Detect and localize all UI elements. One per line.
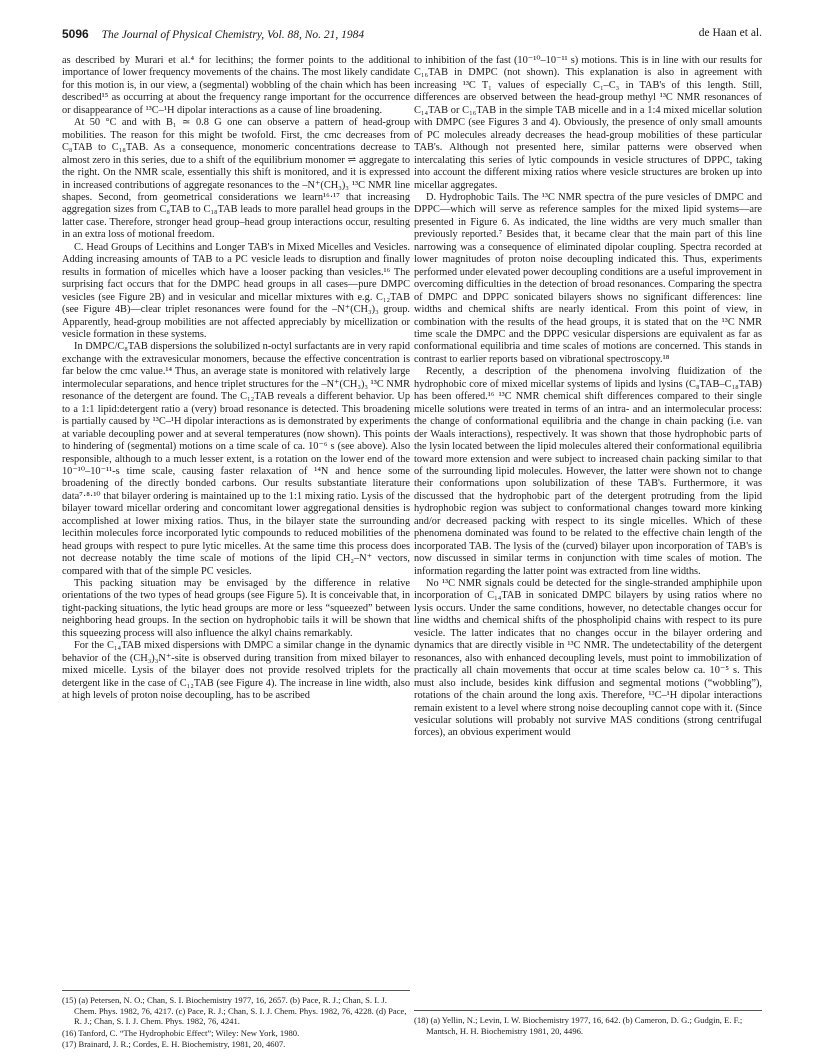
paragraph: C. Head Groups of Lecithins and Longer TAB's in Mixed Micelles and Vesicles. Adding increasing amounts of TAB to a PC vesicle leads to disruption and finally results in formation of micelles which have a looser packing than vesicles.¹⁶ The surprising fact occurs that for the DMPC head groups in all cases—pure DMPC vesicles (see Figure 2B) and in vesicular and micellar mixtures with e.g. C₁₂TAB (see Figure 4B)—clear triplet resonances were found for the –N⁺(CH₃)₃ group. Apparently, head-group mobilities are not affected appreciably by micellization or vesicle formation in these systems.	[62, 241, 410, 340]
footnote: (15) (a) Petersen, N. O.; Chan, S. I. Biochemistry 1977, 16, 2657. (b) Pace, R. J.; Chan, S. I. J. Chem. Phys. 1982, 76, 4217. (c) Pace, R. J.; Chan, S. I. J. Chem. Phys. 1982, 76, 4228. (d) Pace, R. J.; Chan, S. I. J. Chem. Phys. 1982, 76, 4241.	[62, 995, 407, 1027]
running-authors: de Haan et al.	[698, 27, 762, 39]
footnote: (18) (a) Yellin, N.; Levin, I. W. Biochemistry 1977, 16, 642. (b) Cameron, D. G.; Gudgin, E. F.; Mantsch, H. H. Biochemistry 1981, 20, 4496.	[414, 1015, 743, 1036]
right-column	[414, 55, 762, 740]
left-column	[62, 55, 410, 703]
paragraph: For the C₁₄TAB mixed dispersions with DMPC a similar change in the dynamic behavior of the (CH₃)₃N⁺-site is observed during transition from mixed bilayer to mixed micelle. Lysis of the bilayer does not provide resolved triplets for the detergent like in the case of C₁₂TAB (see Figure 4). The increase in line width, also at high levels of proton noise decoupling, has to be ascribed	[62, 640, 410, 702]
running-header	[62, 27, 762, 45]
footnotes-left	[62, 990, 410, 1051]
journal-citation: The Journal of Physical Chemistry, Vol. 88, No. 21, 1984	[101, 29, 365, 41]
paragraph: as described by Murari et al.⁴ for lecithins; the former points to the additional importance of lower frequency movements of the chains. The most likely candidate for this motion is, in our view, a (segmental) wobbling of the chain which has been described¹⁵ as occurring at about the frequency range important for the occurrence or disappearance of ¹³C–¹H dipolar interactions as a cause of line broadening.	[62, 55, 410, 116]
paragraph: to inhibition of the fast (10⁻¹⁰–10⁻¹¹ s) motions. This is in line with our results for C₁₆TAB in DMPC (not shown). This explanation is also in agreement with increasing ¹³C T₁ values of especially C₁–C₃ in TAB's of this length. Still, differences are observed between the head-group methyl ¹³C NMR resonances of C₁₄TAB or C₁₆TAB in the simple TAB micelle and in a 1:4 mixed micellar solution with DMPC (see Figures 3 and 4). Obviously, the presence of only small amounts of PC molecules already decreases the head-group mobilities of these particular TAB's. Although not presented here, similar patterns were observed when intercalating this series of lytic compounds in vesicle structures of DPPC, taking into account the different mixing ratios where vesicle structures are broken up into micellar aggregates.	[414, 55, 762, 191]
footnotes-right	[414, 1010, 762, 1037]
footnote-rule	[414, 1010, 762, 1011]
paragraph: At 50 °C and with B₁ ≃ 0.8 G one can observe a pattern of head-group mobilities. The reason for this might be twofold. First, the cmc decreases from C₈TAB to C₁₈TAB. As a consequence, monomeric concentrations decrease to almost zero in this series, due to a shift of the equilibrium monomer ⇌ aggregate to the right. On the NMR scale, essentially this shift is monitored, and it is expressed in increased contributions of aggregate resonances to the –N⁺(CH₃)₃ ¹³C NMR line shapes. Second, from geometrical considerations we learn¹⁶·¹⁷ that increasing aggregation sizes from C₈TAB to C₁₈TAB leads to more parallel head groups in the latter case. Therefore, stronger head group–head group interactions occur, resulting in an extra loss of motional freedom.	[62, 117, 410, 241]
paragraph: In DMPC/C₈TAB dispersions the solubilized n-octyl surfactants are in very rapid exchange with the extravesicular monomers, because the effective concentration is far below the cmc value.¹⁴ Thus, an average state is monitored with relatively large intermolecular separations, and hence triplet structures for the –N⁺(CH₃)₃ ¹³C NMR resonance of the detergent are found. The C₁₂TAB reveals a different behavior. Up to a 1:1 lipid:detergent ratio a (very) broad resonance is detected. This broadening is partially caused by ¹³C–¹H dipolar interactions as is demonstrated by experiments at variable decoupling power and at several temperatures (now shown). This points to hindering of (segmental) motions on a time scale of ca. 10⁻⁶ s (see above). Also responsible, although to a much lesser extent, is a rotation on the lower end of the 10⁻¹⁰–10⁻¹¹-s time scale, causing faster relaxation of ¹⁴N and hence some broadening of the directly bonded carbons. Our results substantiate literature data⁷·⁸·¹⁰ that bilayer ordering is maintained up to the 1:1 mixing ratio. Lysis of the bilayer toward micellar ordering and concomitant lower aggregational densities is accomplished at lower mixing ratios. Thus, in the bilayer state the surrounding lecithin molecules force incorporated lytic compounds to reduced mobilities of the head groups with respect to pure lytic micelles. At the same time this process does not decrease notably the time scale of motions of the lipid CH₂–N⁺ vectors, compared with that of the simple PC vesicles.	[62, 341, 411, 577]
footnote: (17) Brainard, J. R.; Cordes, E. H. Biochemistry, 1981, 20, 4607.	[62, 1039, 286, 1050]
paragraph: Recently, a description of the phenomena involving fluidization of the hydrophobic core of mixed micellar systems of lipids and lysins (C₈TAB–C₁₈TAB) has been offered.¹⁶ ¹³C NMR chemical shift differences compared to their single micelle solutions were treated in terms of an intra- and an intermolecular process: the change of conformational equilibria and the change in chain packing (i.e. van der Waals interactions), respectively. It was shown that those hydrophobic parts of the lysin located between the lipid molecules altered their conformational equilibria toward more extension and were subject to increased chain packing similar to that of the surrounding lipid molecules. However, the latter were shown not to change their conformations upon solubilization of these TAB's. Furthermore, it was discussed that the hydrophobic part of the detergent protruding from the lipid hydrophobic region was subject to conformational changes toward more kinking and/or decreased packing with respect to its single micelles. Which of these phenomena dominated was found to be related to the effective chain length of the incorporated TAB. The lysis of the (curved) bilayer upon incorporation of TAB's is now discussed in similar terms in conjunction with time scales of motion. The information regarding the latter point was extracted from line widths.	[414, 366, 762, 577]
paragraph: No ¹³C NMR signals could be detected for the single-stranded amphiphile upon incorporation of C₁₄TAB in sonicated DMPC bilayers by using ratios where no lysis occurs. Under the same conditions, however, no detectable changes occur for line widths and chemical shifts of the phospholipid chains with respect to its pure vesicle. The latter indicates that no changes occur in the bilayer ordering and dynamics that are directly visible in ¹³C NMR. The undetectability of the detergent resonances, also with enhanced decoupling levels, must point to immobilization of practically all chain movements that occur at time scales below ca. 10⁻⁵ s. This must also include, besides kink diffusion and segmental motions (“wobbling”), rotations of the chain around the long axis. Therefore, ¹³C–¹H dipolar interactions remain existent to a level where strong noise decoupling cannot cope with it. (Since vesicular solutions will probably not survive MAS conditions (strong centrifugal forces), an obvious experiment would	[414, 578, 762, 739]
footnote-rule	[62, 990, 410, 991]
footnote: (16) Tanford, C. “The Hydrophobic Effect”; Wiley: New York, 1980.	[62, 1027, 300, 1038]
page-number: 5096	[62, 27, 89, 41]
paragraph: D. Hydrophobic Tails. The ¹³C NMR spectra of the pure vesicles of DMPC and DPPC—which will serve as reference samples for the mixed lipid systems—are presented in Figure 6. As indicated, the line widths are very much smaller than previously reported.⁷ Besides that, it became clear that the main part of this line narrowing was a consequence of eliminated dipolar coupling. Spectra recorded at lower magnitudes of proton noise decoupling indicated this. Thus, experiments performed under elevated power decoupling conditions are a useful improvement in overcoming difficulties in the detection of broad resonances. Comparing the spectra of DMPC and DPPC sonicated bilayers shows no significant differences: line widths and chemical shifts are nearly identical. From this point of view, in combination with the results of the head groups, it is stated that on the ¹³C NMR time scale the DMPC and the DPPC vesicular dispersions are equivalent as far as conformational equilibria and time scales of motions are concerned. This stands in contrast to earlier reports based on vibrational spectroscopy.¹⁸	[414, 191, 762, 365]
paragraph: This packing situation may be envisaged by the difference in relative orientations of the two types of head groups (see Figure 5). It is conceivable that, in tight-packing situations, the lytic head groups are more or less “squeezed” between neighboring head groups. In the section on hydrophobic tails it will be shown that this squeezing process will also influence the alkyl chains remarkably.	[62, 578, 410, 639]
